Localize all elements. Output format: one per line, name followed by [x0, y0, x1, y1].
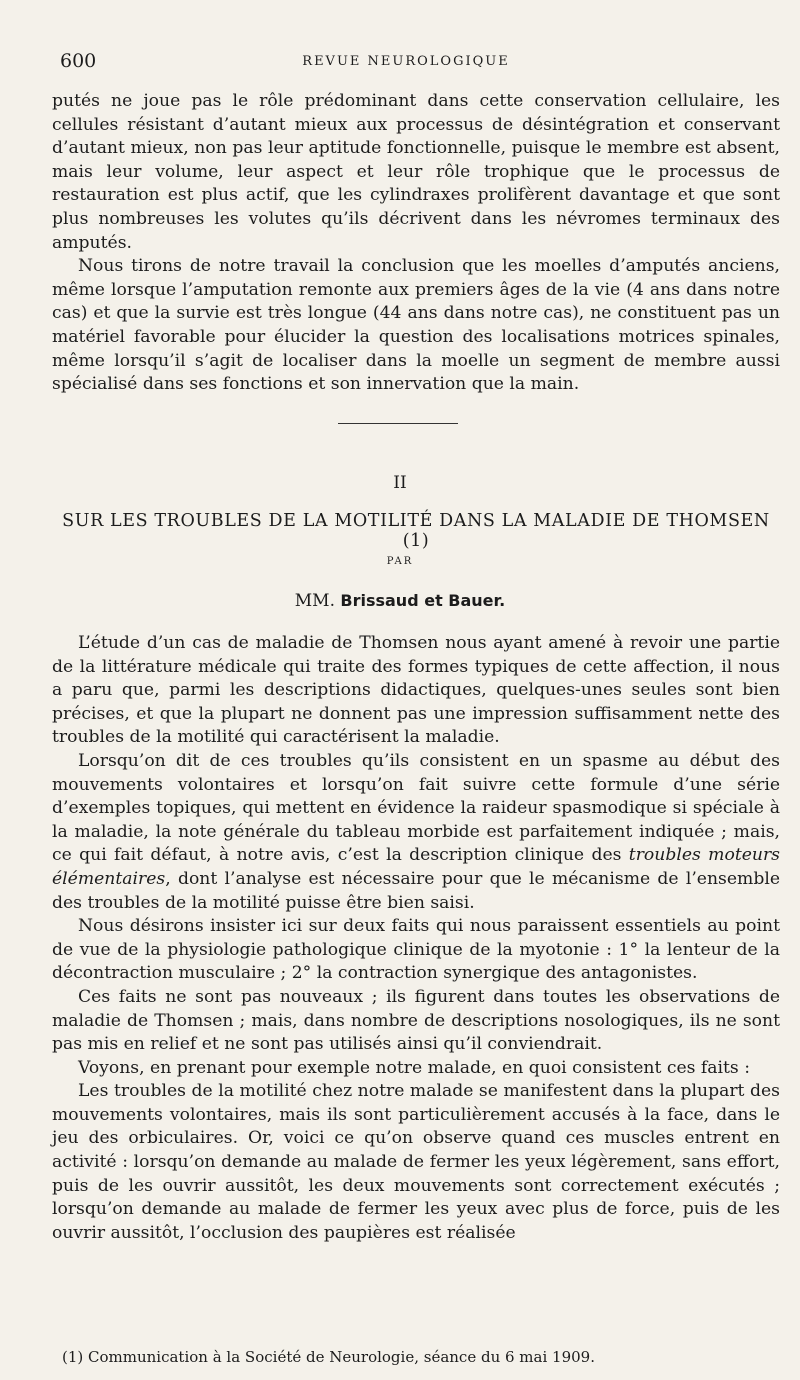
paragraph — [52, 986, 780, 1057]
text: Les troubles de la motilité chez notre malade se manifestent dans la plupart des mouvements volontaires, mais ils sont particulièrement accusés à la face, dans le jeu des orbiculaires. Or, voici ce qu’on observe quand ces muscles entrent en activité : lorsqu’on demande au malade de fermer les yeux légèrement, sans effort, puis de les ouvrir aussitôt, les deux mouvements sont correctement exécutés ; lorsqu’on demande au malade de fermer les yeux avec plus de force, puis de les ouvrir aussitôt, l’occlusion des paupières est réalisée — [52, 1081, 780, 1243]
section-divider — [338, 423, 458, 424]
text: Nous désirons insister ici sur deux faits qui nous paraissent essentiels au point de vue de la physiologie pathologique clinique de la myotonie : 1° la lenteur de la décontraction musculaire ; 2° la contraction synergique des antagonistes. — [52, 916, 780, 984]
running-title: REVUE NEUROLOGIQUE — [302, 54, 510, 69]
authors-line — [0, 591, 800, 611]
paragraph — [52, 915, 780, 986]
section-number: II — [393, 473, 407, 493]
byline-par: PAR — [386, 556, 414, 567]
preceding-article-end — [52, 90, 780, 397]
article-title: SUR LES TROUBLES DE LA MOTILITÉ DANS LA MALADIE DE THOMSEN (1) — [62, 511, 770, 551]
author-names: Brissaud et Bauer. — [340, 591, 506, 610]
text: Voyons, en prenant pour exemple notre malade, en quoi consistent ces faits : — [78, 1057, 750, 1078]
paragraph: putés ne joue pas le rôle prédominant dans cette conservation cellulaire, les cellules résistant d’autant mieux aux processus de désintégration et conservant d’autant mieux, non pas leur aptitude fonctionnelle, puisque le membre est absent, mais leur volume, leur aspect et leur rôle trophique que le processus de restauration est plus actif, que les cylindraxes prolifèrent davantage et que sont plus nombreuses les volutes qu’ils décrivent dans les névromes terminaux des amputés. — [52, 91, 780, 253]
italic-text: troubles moteurs élémentaires — [52, 845, 781, 889]
text: , dont l’analyse est nécessaire pour que le mécanisme de l’ensemble des troubles de la motilité puisse être bien saisi. — [52, 868, 780, 913]
text: Ces faits ne sont pas nouveaux ; ils figurent dans toutes les observations de maladie de Thomsen ; mais, dans nombre de descriptions nosologiques, ils ne sont pas mis en relief et ne sont pas utilisés ainsi qu’il conviendrait. — [52, 986, 780, 1055]
paragraph — [52, 1080, 780, 1245]
text: L’étude d’un cas de maladie de Thomsen nous ayant amené à revoir une partie de la littérature médicale qui traite des formes typiques de cette affection, il nous a paru que, parmi les descriptions didactiques, quelques-unes seules sont bien précises, et que la plupart ne donnent pas une impression suffisamment nette des troubles de la motilité qui caractérisent la maladie. — [52, 633, 780, 748]
footnote: (1) Communication à la Société de Neurologie, séance du 6 mai 1909. — [62, 1348, 595, 1366]
paragraph — [52, 632, 780, 750]
page-number: 600 — [60, 50, 97, 72]
paragraph: Nous tirons de notre travail la conclusion que les moelles d’amputés anciens, même lorsque l’amputation remonte aux premiers âges de la vie (4 ans dans notre cas) et que la survie est très longue (44 ans dans notre cas), ne constituent pas un matériel favorable pour élucider la question des localisations motrices spinales, même lorsqu’il s’agit de localiser dans la moelle un segment de membre aussi spécialisé dans ses fonctions et son innervation que la main. — [52, 256, 780, 395]
running-header — [60, 50, 752, 76]
paragraph — [52, 750, 780, 915]
paragraph — [52, 1057, 780, 1081]
authors-prefix: MM. — [294, 591, 335, 611]
text: Lorsqu’on dit de ces troubles qu’ils consistent en un spasme au début des mouvements volontaires et lorsqu’on fait suivre cette formule d’une série d’exemples topiques, qui mettent en évidence la raideur spasmodique si spéciale à la maladie, la note générale du tableau morbide est parfaitement indiquée ; mais, ce qui fait défaut, à notre avis, c’est la description clinique des — [52, 750, 780, 866]
article-body — [52, 632, 780, 1245]
